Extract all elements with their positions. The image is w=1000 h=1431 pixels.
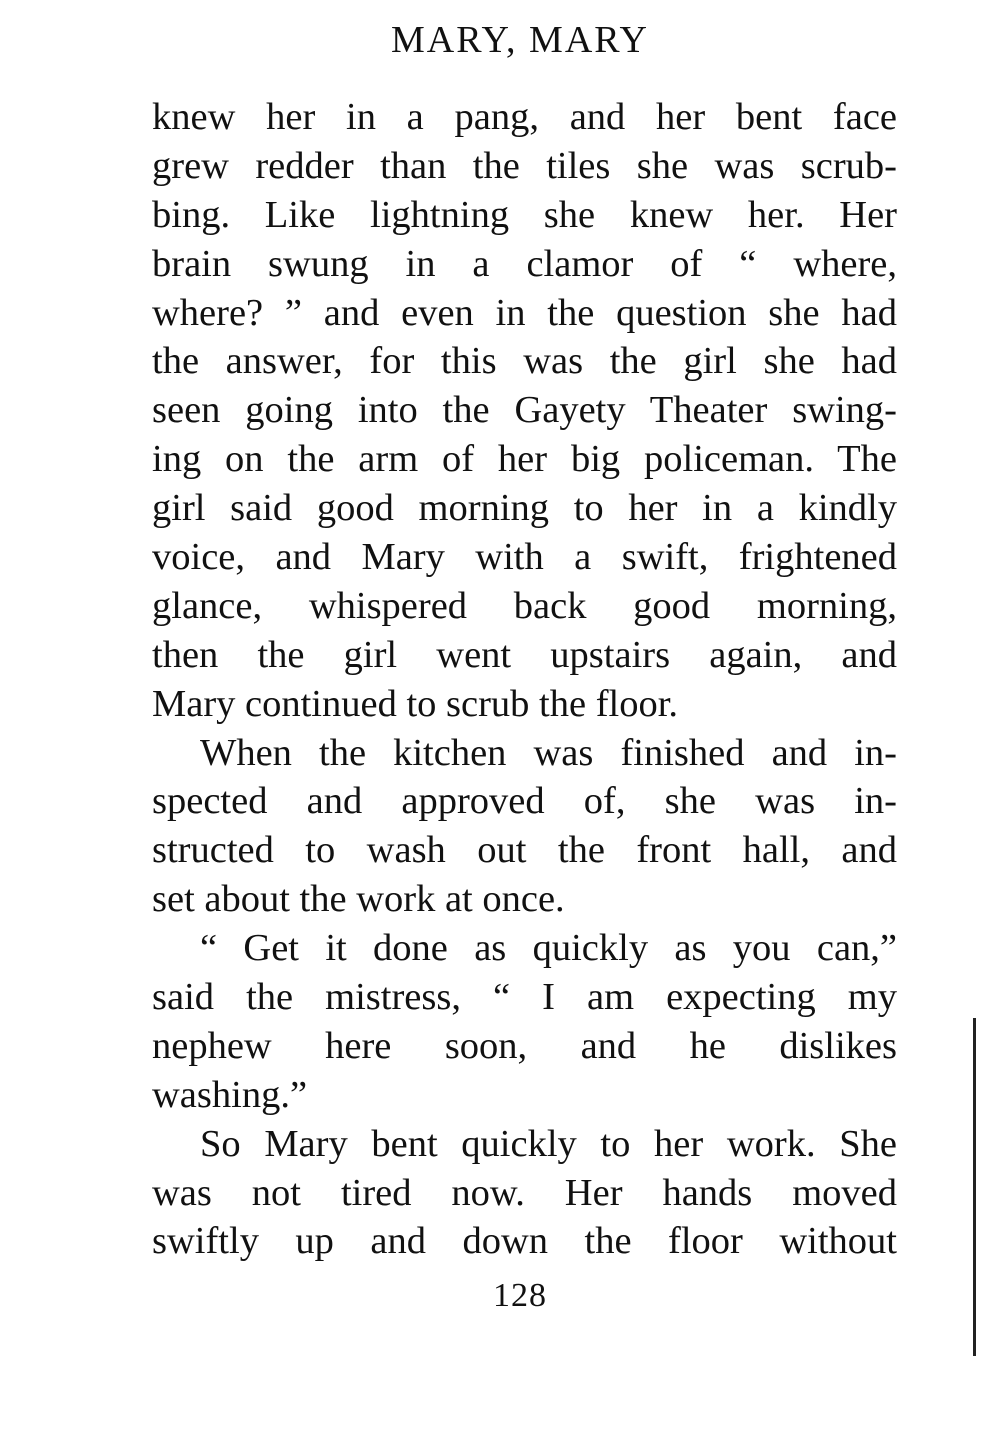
scan-edge-line — [973, 1018, 976, 1356]
text-line: where? ” and even in the question she had — [152, 291, 897, 334]
text-line: the answer, for this was the girl she had — [152, 340, 897, 383]
text-line: washing.” — [152, 1073, 308, 1116]
text-line: girl said good morning to her in a kindly — [152, 487, 897, 530]
text-line: glance, whispered back good morning, — [152, 584, 897, 627]
text-line: When the kitchen was finished and in- — [200, 731, 897, 774]
text-line: seen going into the Gayety Theater swing- — [152, 389, 897, 432]
text-line: was not tired now. Her hands moved — [152, 1171, 897, 1214]
text-line: structed to wash out the front hall, and — [152, 829, 897, 872]
paragraph-4 — [152, 1120, 897, 1267]
text-line: ing on the arm of her big policeman. The — [152, 438, 897, 481]
page-number: 128 — [493, 1277, 547, 1314]
text-line: grew redder than the tiles she was scrub- — [152, 144, 897, 187]
text-line: then the girl went upstairs again, and — [152, 633, 897, 676]
text-line: said the mistress, “ I am expecting my — [152, 976, 897, 1019]
body-text — [152, 93, 897, 1266]
text-line: bing. Like lightning she knew her. Her — [152, 193, 897, 236]
paragraph-2 — [152, 729, 897, 925]
text-line: swiftly up and down the floor without — [152, 1220, 897, 1263]
text-line: brain swung in a clamor of “ where, — [152, 242, 897, 285]
text-line: voice, and Mary with a swift, frightened — [152, 536, 897, 579]
text-line: set about the work at once. — [152, 878, 565, 921]
text-line: “ Get it done as quickly as you can,” — [200, 927, 897, 970]
text-line: Mary continued to scrub the floor. — [152, 682, 679, 725]
text-line: nephew here soon, and he dislikes — [152, 1024, 897, 1067]
text-line: knew her in a pang, and her bent face — [152, 96, 897, 138]
paragraph-3 — [152, 924, 897, 1120]
text-line: spected and approved of, she was in- — [152, 780, 897, 823]
running-title: MARY, MARY — [391, 19, 649, 61]
text-line: So Mary bent quickly to her work. She — [200, 1122, 897, 1165]
paragraph-1 — [152, 93, 897, 729]
